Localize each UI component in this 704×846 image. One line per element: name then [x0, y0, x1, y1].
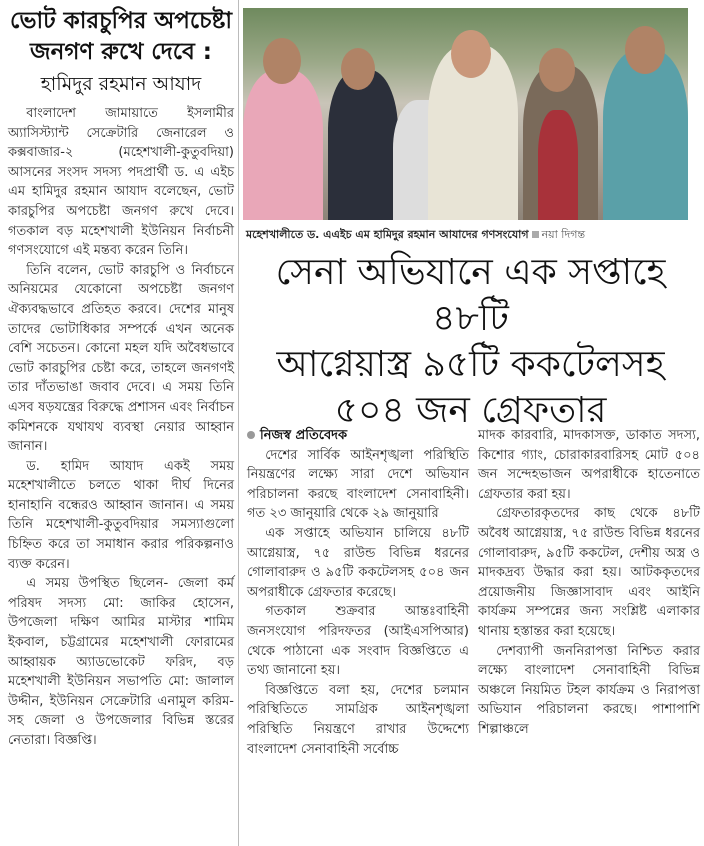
paragraph: ড. হামিদ আযাদ একই সময় মহেশখালীতে চলতে থাকা দীর্ঘ দিনের হানাহানি বন্ধেরও আহ্বান জানান। এ সময় তিনি মহেশখালী-কুতুবদিয়ার সমস্যাগুলো চিহ্নিত করে তা সমাধান করার পরিকল্পনাও ব্যক্ত করেন।	[8, 458, 234, 572]
headline-line: ৫০৪ জন গ্রেফতার	[334, 390, 607, 431]
headline-byline: হামিদুর রহমান আযাদ	[40, 73, 202, 95]
paragraph: বাংলাদেশ জামায়াতে ইসলামীর অ্যাসিস্ট্যান্ট সেক্রেটারি জেনারেল ও কক্সবাজার-২ (মহেশখালী-কুতুবদিয়া) আসনের সংসদ সদস্য পদপ্রার্থী ড. এ এইচ এম হামিদুর রহমান আযাদ বলেছেন, ভোট কারচুপির অপচেষ্টা জনগণ রুখে দেবে। গতকাল বড় মহেশখালী ইউনিয়ন নির্বাচনী গণসংযোগে এই মন্তব্য করেন তিনি।	[8, 106, 234, 259]
paragraph: বিজ্ঞপ্তিতে বলা হয়, দেশের চলমান পরিস্থিতিতে সামগ্রিক আইনশৃঙ্খলা পরিস্থিতি নিয়ন্ত্রণে রাখার উদ্দেশ্যে বাংলাদেশ সেনাবাহিনী সর্বোচ্চ	[247, 682, 469, 757]
reporter-line	[247, 426, 469, 446]
headline-line: আগ্নেয়াস্ত্র ৯৫টি ককটেলসহ	[276, 344, 665, 385]
paragraph: তিনি বলেন, ভোট কারচুপি ও নির্বাচনে অনিয়মের যেকোনো অপচেষ্টা জনগণ ঐক্যবদ্ধভাবে প্রতিহত করবে। দেশের মানুষ তাদের ভোটাধিকার সম্পর্কে এখন অনেক বেশি সচেতন। কোনো মহল যদি অবৈধভাবে ভোট কারচুপির চেষ্টা করে, তাহলে জনগণই তার দাঁতভাঙা জবাব দেবে। এ সময় তিনি এসব ষড়যন্ত্রের বিরুদ্ধে প্রশাসন এবং নির্বাচন কমিশনকে যথাযথ ব্যবস্থা নেয়ার আহ্বান জানান।	[8, 262, 234, 455]
main-headline	[243, 250, 698, 434]
paragraph: গ্রেফতারকৃতদের কাছ থেকে ৪৮টি অবৈধ আগ্নেয়াস্ত্র, ৭৫ রাউন্ড বিভিন্ন ধরনের গোলাবারুদ, ৯৫টি ককটেল, দেশীয় অস্ত্র ও মাদকদ্রব্য উদ্ধার করা হয়। আটককৃতদের প্রয়োজনীয় জিজ্ঞাসাবাদ এবং আইনি কার্যক্রম সম্পন্নের জন্য সংশ্লিষ্ট এলাকার থানায় হস্তান্তর করা হয়েছে।	[478, 506, 700, 639]
paragraph: দেশব্যাপী জননিরাপত্তা নিশ্চিত করার লক্ষ্যে বাংলাদেশ সেনাবাহিনী বিভিন্ন অঞ্চলে নিয়মিত টহল কার্যক্রম ও নিরাপত্তা অভিযান পরিচালনা করছে। পাশাপাশি শিল্পাঞ্চলে	[478, 643, 700, 737]
main-article-column-1	[247, 426, 469, 759]
bullet-icon	[247, 431, 255, 439]
left-article	[8, 6, 234, 751]
column-divider	[238, 0, 239, 846]
headline-line: সেনা অভিযানে এক সপ্তাহে ৪৮টি	[275, 252, 666, 339]
photo-caption	[246, 226, 696, 245]
main-article-column-2	[478, 426, 700, 740]
paragraph: মাদক কারবারি, মাদকাসক্ত, ডাকাত সদস্য, কিশোর গ্যাং, চোরাকারবারিসহ মোট ৫০৪ জন সন্দেহভাজন অপরাধীকে হাতেনাতে গ্রেফতার করা হয়।	[478, 428, 700, 502]
left-article-headline	[8, 6, 234, 100]
paragraph: এ সময় উপস্থিত ছিলেন- জেলা কর্ম পরিষদ সদস্য মো: জাকির হোসেন, উপজেলা দক্ষিণ আমির মাস্টার শামিম ইকবাল, চট্টগ্রামের মহেশখালী ফোরামের আহ্বায়ক অ্যাডভোকেট ফরিদ, বড় মহেশখালী ইউনিয়ন সভাপতি মো: জালাল উদ্দীন, ইউনিয়ন সেক্রেটারি এনামুল করিম-সহ জেলা ও উপজেলার বিভিন্ন স্তরের নেতারা। বিজ্ঞপ্তি।	[8, 576, 234, 748]
paragraph: দেশের সার্বিক আইনশৃঙ্খলা পরিস্থিতি নিয়ন্ত্রণের লক্ষ্যে সারা দেশে অভিযান পরিচালনা করছে বাংলাদেশ সেনাবাহিনী। গত ২৩ জানুয়ারি থেকে ২৯ জানুয়ারি	[247, 447, 469, 522]
photo-credit: নয়া দিগন্ত	[541, 228, 586, 241]
reporter: নিজস্ব প্রতিবেদক	[260, 428, 348, 443]
square-bullet-icon	[532, 231, 539, 238]
caption-text: মহেশখালীতে ড. এএইচ এম হামিদুর রহমান আযাদের গণসংযোগ	[246, 228, 529, 241]
paragraph: এক সপ্তাহে অভিযান চালিয়ে ৪৮টি আগ্নেয়াস্ত্র, ৭৫ রাউন্ড বিভিন্ন ধরনের গোলাবারুদ ও ৯৫টি ককটেলসহ ৫০৪ জন অপরাধীকে গ্রেফতার করেছে।	[247, 525, 469, 600]
headline-main: ভোট কারচুপির অপচেষ্টা জনগণ রুখে দেবে :	[10, 8, 232, 65]
paragraph: গতকাল শুক্রবার আন্তঃবাহিনী জনসংযোগ পরিদফতর (আইএসপিআর) থেকে পাঠানো এক সংবাদ বিজ্ঞপ্তিতে এ তথ্য জানানো হয়।	[247, 604, 469, 679]
news-photo	[243, 8, 688, 220]
